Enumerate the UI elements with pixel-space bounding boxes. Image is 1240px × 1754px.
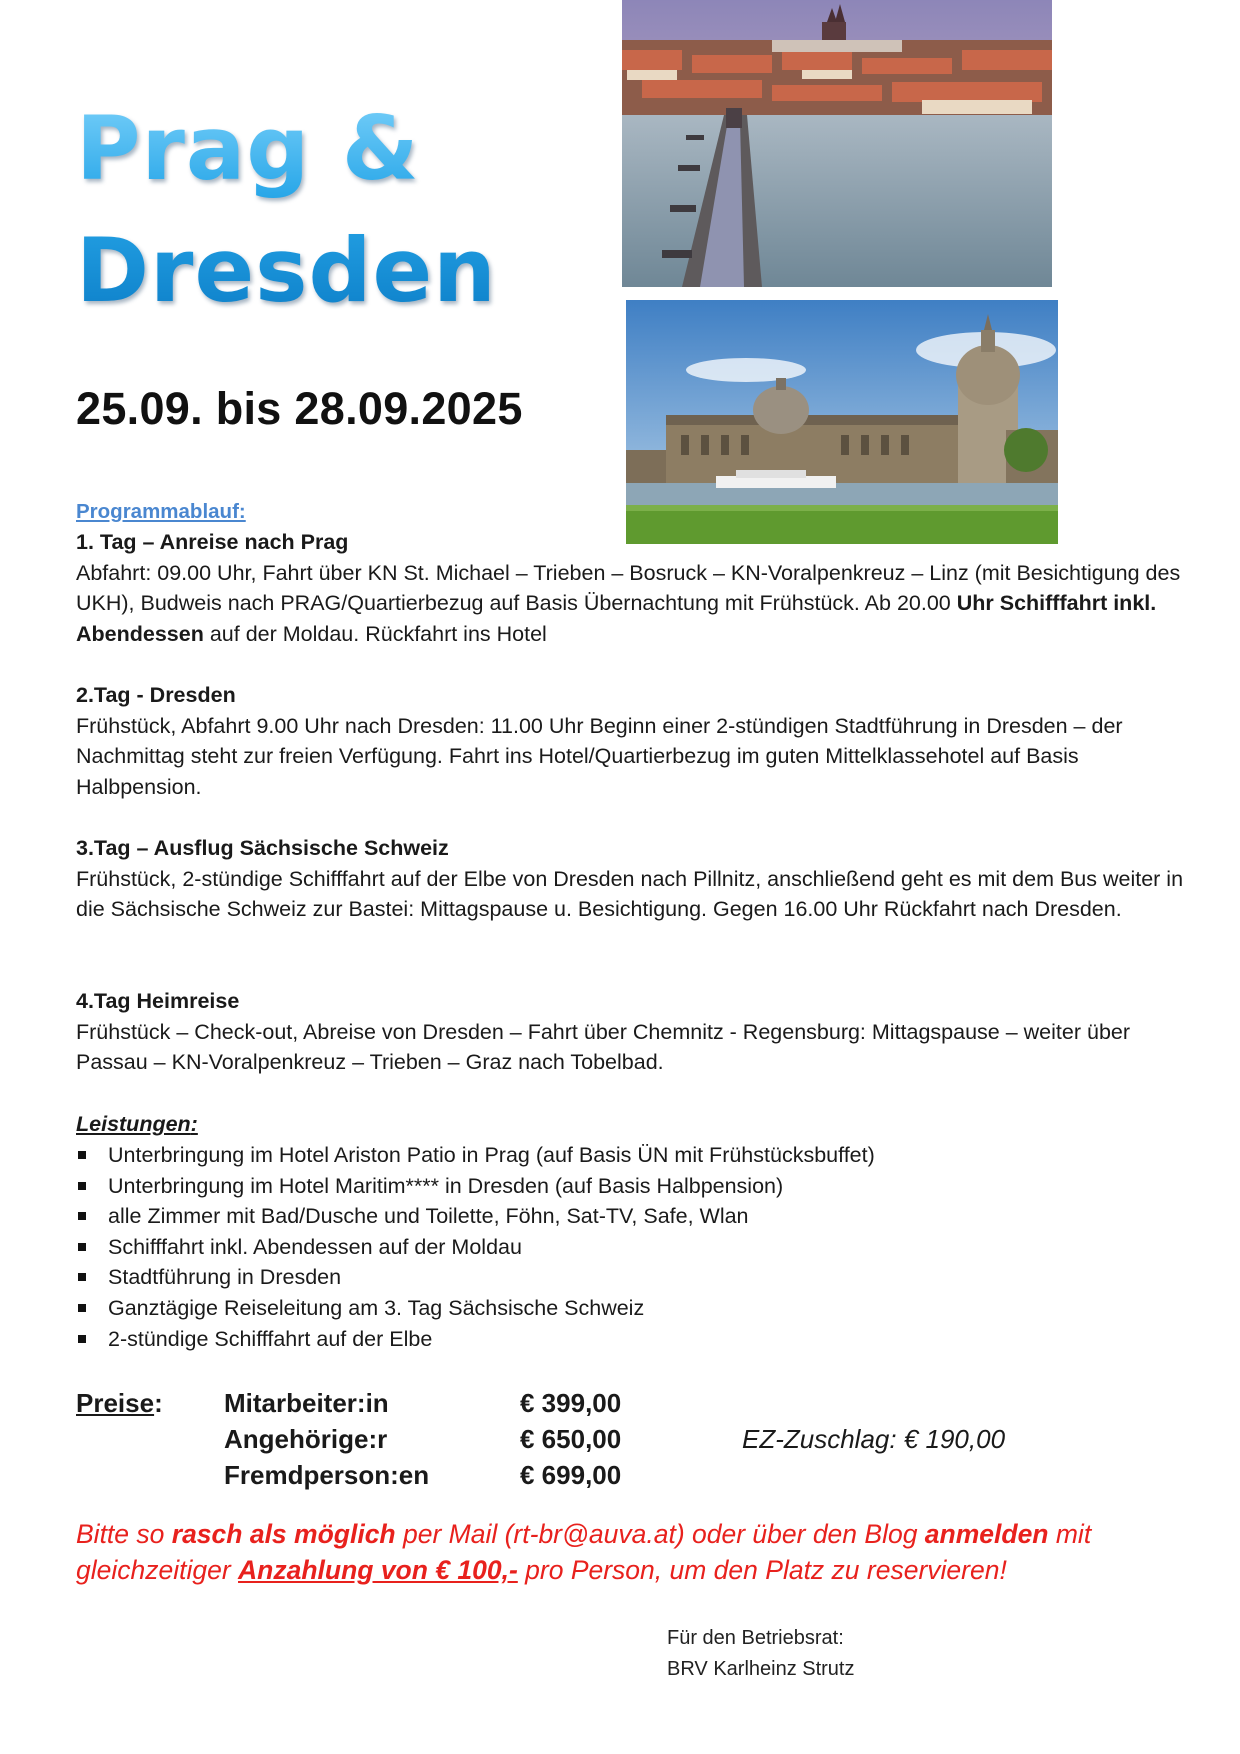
page-title xyxy=(76,88,497,332)
day-2-section xyxy=(76,680,1191,802)
price-name-external: Fremdperson:en xyxy=(224,1460,430,1490)
trip-dates: 25.09. bis 28.09.2025 xyxy=(76,383,523,434)
services-heading-colon: : xyxy=(190,1112,198,1136)
note-part-2: per Mail (rt-br@auva.at) oder über den Blog xyxy=(395,1519,925,1549)
day-1-text-b: auf der Moldau. Rückfahrt ins Hotel xyxy=(203,621,547,646)
day-3-section xyxy=(76,833,1191,925)
prague-photo xyxy=(622,0,1052,287)
list-item: Unterbringung im Hotel Ariston Patio in Prag (auf Basis ÜN mit Frühstücksbuffet) xyxy=(76,1140,875,1171)
day-4-text: Frühstück – Check-out, Abreise von Dresden – Fahrt über Chemnitz - Regensburg: Mittagspause – weiter über Passau – KN-Voralpenkreuz – Trieben – Graz nach Tobelbad. xyxy=(76,1019,1131,1075)
note-deposit: Anzahlung von € 100,- xyxy=(238,1555,518,1585)
signature-line-2: BRV Karlheinz Strutz xyxy=(667,1658,855,1680)
list-item: Ganztägige Reiseleitung am 3. Tag Sächsische Schweiz xyxy=(76,1293,875,1324)
program-heading: Programmablauf: xyxy=(76,500,246,523)
note-bold-2: anmelden xyxy=(924,1519,1049,1549)
price-value-external: € 699,00 xyxy=(520,1460,622,1490)
day-4-heading: 4.Tag Heimreise xyxy=(76,989,240,1013)
note-part-4: pro Person, um den Platz zu reservieren! xyxy=(517,1555,1007,1585)
prices-label xyxy=(76,1388,163,1419)
title-line-1: Prag & xyxy=(76,97,420,200)
day-2-heading: 2.Tag - Dresden xyxy=(76,683,236,707)
day-1-text-bold: Uhr Schifffahrt inkl. Abendessen xyxy=(76,591,1157,646)
day-2-text: Frühstück, Abfahrt 9.00 Uhr nach Dresden: 11.00 Uhr Beginn einer 2-stündigen Stadtführung in Dresden – der Nachmittag steht zur freien Verfügung. Fahrt ins Hotel/Quartierbezug im guten Mittelklassehotel auf Basis Halbpension. xyxy=(76,713,1123,799)
list-item: alle Zimmer mit Bad/Dusche und Toilette, Föhn, Sat-TV, Safe, Wlan xyxy=(76,1201,875,1232)
price-value-employee: € 399,00 xyxy=(520,1388,622,1418)
price-value-relative: € 650,00 xyxy=(520,1424,622,1454)
registration-note xyxy=(76,1516,1196,1588)
day-1-section xyxy=(76,527,1191,649)
signature-line-1: Für den Betriebsrat: xyxy=(667,1627,844,1649)
list-item: Unterbringung im Hotel Maritim**** in Dresden (auf Basis Halbpension) xyxy=(76,1171,875,1202)
day-4-section xyxy=(76,986,1191,1078)
day-1-heading: 1. Tag – Anreise nach Prag xyxy=(76,530,349,554)
prices-label-colon: : xyxy=(154,1388,163,1418)
list-item: Stadtführung in Dresden xyxy=(76,1262,875,1293)
dresden-photo xyxy=(626,300,1058,544)
day-3-heading: 3.Tag – Ausflug Sächsische Schweiz xyxy=(76,836,449,860)
note-part-1: Bitte so xyxy=(76,1519,172,1549)
single-room-supplement: EZ-Zuschlag: € 190,00 xyxy=(742,1424,1006,1454)
note-part-3: mit gleichzeitiger xyxy=(76,1519,1092,1585)
services-heading-text: Leistungen xyxy=(76,1112,191,1136)
title-line-2: Dresden xyxy=(76,219,497,322)
day-3-text: Frühstück, 2-stündige Schifffahrt auf der Elbe von Dresden nach Pillnitz, anschließend geht es mit dem Bus weiter in die Sächsische Schweiz zur Bastei: Mittagspause u. Besichtigung. Gegen 16.00 Uhr Rückfahrt nach Dresden. xyxy=(76,866,1184,922)
prices-label-text: Preise xyxy=(76,1388,155,1418)
note-bold-1: rasch als möglich xyxy=(171,1519,396,1549)
day-1-text-a: Abfahrt: 09.00 Uhr, Fahrt über KN St. Michael – Trieben – Bosruck – KN-Voralpenkreuz – Linz (mit Besichtigung des UKH), Budweis nach PRAG/Quartierbezug auf Basis Übernachtung mit Frühstück. Ab 20.00 xyxy=(76,560,1181,616)
day-1-text xyxy=(76,558,1191,650)
price-name-relative: Angehörige:r xyxy=(224,1424,388,1454)
services-list xyxy=(76,1140,875,1354)
list-item: Schifffahrt inkl. Abendessen auf der Moldau xyxy=(76,1232,875,1263)
list-item: 2-stündige Schifffahrt auf der Elbe xyxy=(76,1324,875,1355)
services-heading xyxy=(76,1112,198,1137)
price-name-employee: Mitarbeiter:in xyxy=(224,1388,389,1418)
